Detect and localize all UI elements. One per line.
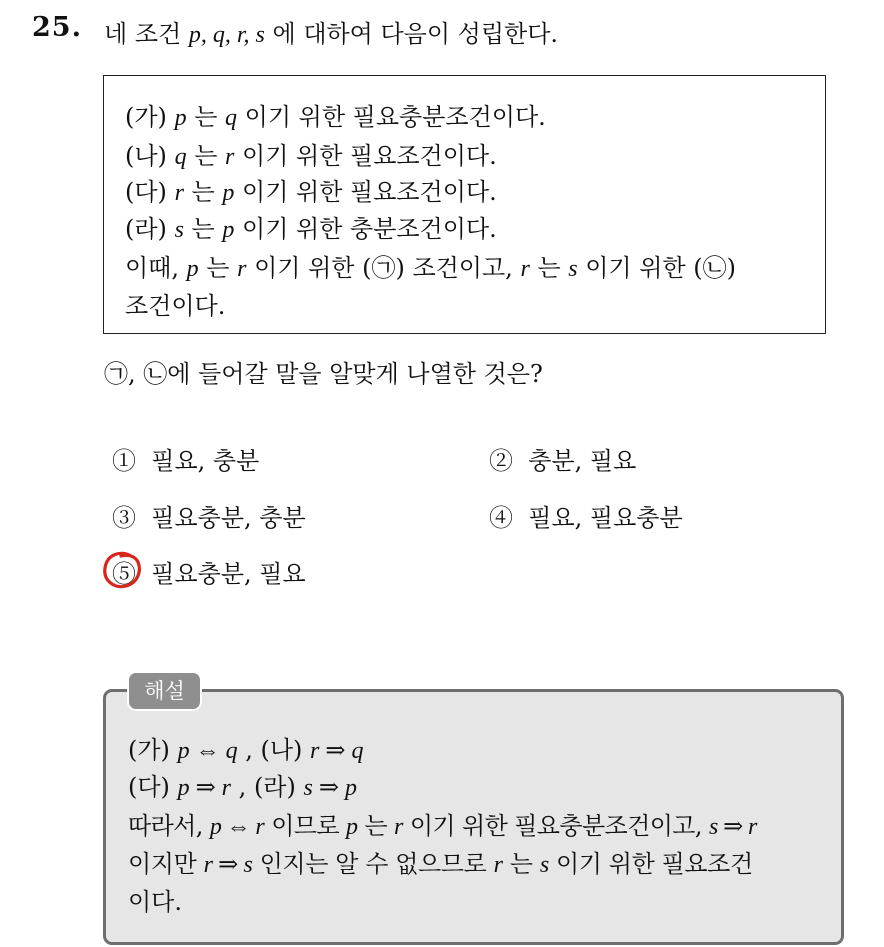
variable: p	[222, 217, 235, 243]
question-number: 25.	[32, 12, 82, 43]
stem-text-a: 네 조건	[104, 20, 182, 48]
choice-text: 필요, 필요충분	[528, 504, 683, 532]
condition-line-ga	[125, 97, 546, 132]
choice-text: 필요, 충분	[151, 447, 260, 475]
solution-separator: ,	[238, 773, 247, 801]
condition-line-ra	[125, 209, 497, 244]
solution-text: 이므로	[271, 812, 339, 840]
condition-text: 이때,	[125, 254, 179, 282]
solution-expression: p ⇔ r	[209, 814, 265, 840]
solution-separator: ,	[245, 736, 253, 764]
solution-expression: s ⇒ p	[303, 775, 357, 801]
question-prompt: ㉠, ㉡에 들어갈 말을 알맞게 나열한 것은?	[104, 360, 543, 388]
condition-text: 는	[191, 215, 215, 243]
condition-line-conclusion	[125, 248, 736, 283]
solution-label: (나)	[260, 736, 303, 764]
condition-label: (나)	[125, 142, 167, 170]
choice-number: ⑤	[112, 560, 136, 588]
solution-expression: r ⇒ q	[310, 738, 364, 764]
condition-label: (라)	[125, 215, 167, 243]
stem-variables: p, q, r, s	[188, 22, 265, 48]
choice-number: ③	[112, 504, 136, 532]
choice-1[interactable]	[112, 441, 259, 476]
condition-text: 이기 위한 필요조건이다.	[242, 178, 497, 206]
solution-text: 따라서,	[128, 812, 203, 840]
solution-tag: 해설	[127, 671, 202, 711]
condition-line-na	[125, 136, 497, 171]
variable: r	[493, 852, 503, 878]
condition-text: 이기 위한 (㉠) 조건이고,	[254, 254, 513, 282]
variable: p	[345, 814, 358, 840]
condition-line-end: 조건이다.	[125, 292, 226, 320]
condition-text: 이기 위한 필요충분조건이다.	[244, 103, 546, 131]
conditions-box	[103, 75, 826, 334]
variable: p	[174, 105, 187, 131]
choice-text: 필요충분, 충분	[151, 504, 306, 532]
solution-expression: s ⇒ r	[708, 814, 757, 840]
condition-label: (다)	[125, 178, 167, 206]
variable: r	[225, 144, 235, 170]
solution-line-2	[128, 767, 357, 802]
condition-text: 는	[194, 142, 218, 170]
condition-text: 이기 위한 (㉡)	[585, 254, 736, 282]
solution-text: 는	[509, 850, 533, 878]
condition-text: 는	[191, 178, 215, 206]
variable: s	[539, 852, 549, 878]
choice-2[interactable]	[489, 441, 636, 476]
choice-number: ①	[112, 447, 136, 475]
solution-label: (다)	[128, 773, 170, 801]
variable: r	[520, 256, 530, 282]
choice-text: 충분, 필요	[528, 447, 637, 475]
choice-4[interactable]	[489, 498, 683, 533]
answer-circle-mark	[101, 548, 145, 592]
choice-number: ④	[489, 504, 513, 532]
variable: p	[222, 180, 235, 206]
solution-label: (가)	[128, 736, 170, 764]
variable: q	[225, 105, 238, 131]
solution-text: 이기 위한 필요조건	[556, 850, 753, 878]
condition-line-da	[125, 172, 497, 207]
solution-text: 인지는 알 수 없으므로	[259, 850, 487, 878]
variable: r	[237, 256, 247, 282]
choice-text: 필요충분, 필요	[151, 560, 306, 588]
variable: p	[186, 256, 199, 282]
solution-text: 이기 위한 필요충분조건이고,	[409, 812, 702, 840]
choice-number: ②	[489, 447, 513, 475]
condition-text: 이기 위한 충분조건이다.	[242, 215, 497, 243]
condition-text: 이기 위한 필요조건이다.	[242, 142, 497, 170]
solution-expression: p ⇔ q	[177, 738, 238, 764]
question-stem	[104, 14, 558, 49]
solution-text: 이지만	[128, 850, 197, 878]
solution-text: 는	[364, 812, 388, 840]
variable: s	[568, 256, 578, 282]
stem-text-b: 에 대하여 다음이 성립한다.	[272, 20, 559, 48]
solution-line-1	[128, 730, 364, 765]
condition-text: 는	[537, 254, 561, 282]
choice-3[interactable]	[112, 498, 306, 533]
condition-text: 는	[206, 254, 230, 282]
variable: s	[174, 217, 184, 243]
condition-text: 는	[194, 103, 218, 131]
solution-line-3	[128, 806, 757, 841]
variable: r	[174, 180, 184, 206]
solution-expression: p ⇒ r	[177, 775, 232, 801]
solution-label: (라)	[253, 773, 296, 801]
variable: q	[174, 144, 187, 170]
solution-box	[103, 689, 844, 945]
condition-label: (가)	[125, 103, 167, 131]
solution-line-4	[128, 844, 753, 879]
variable: r	[394, 814, 403, 840]
solution-line-5: 이다.	[128, 888, 182, 916]
solution-expression: r ⇒ s	[203, 852, 253, 878]
